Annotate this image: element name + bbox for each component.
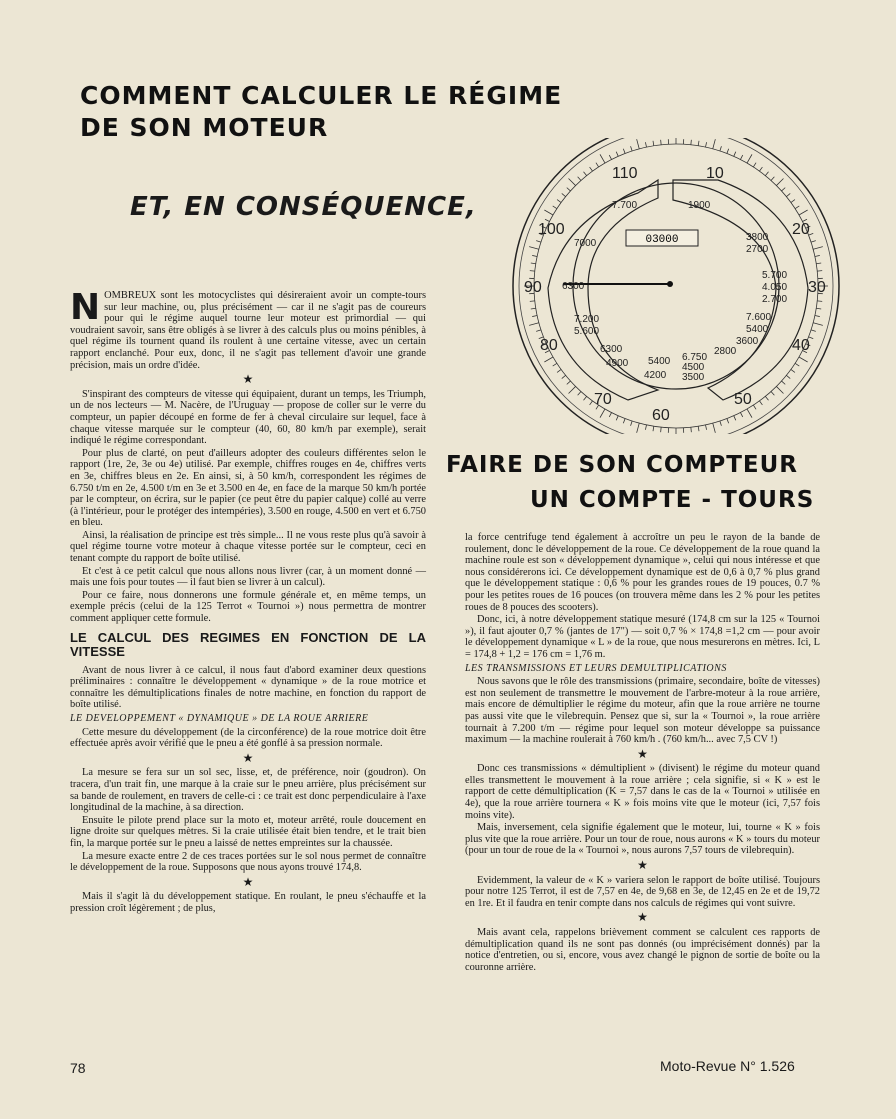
gauge-tick — [713, 423, 716, 433]
gauge-tick — [691, 140, 692, 145]
odometer-counter: 03000 — [645, 234, 679, 246]
speed-label: 20 — [792, 221, 810, 238]
gauge-tick — [529, 323, 539, 326]
gauge-tick — [623, 419, 625, 424]
speedometer-gauge — [508, 138, 844, 434]
gauge-tick — [583, 396, 586, 400]
speed-label: 70 — [594, 391, 612, 408]
rpm-label: 4200 — [644, 370, 667, 381]
gauge-tick — [759, 167, 762, 171]
rpm-label: 4500 — [682, 362, 705, 373]
gauge-tick — [706, 142, 707, 147]
star-separator: ★ — [242, 874, 254, 889]
speed-label: 50 — [734, 391, 752, 408]
gauge-tick — [799, 357, 808, 362]
gauge-tick — [530, 301, 535, 302]
gauge-tick — [531, 308, 536, 309]
paragraph: La mesure exacte entre 2 de ces traces portées sur le sol nous permet de connaître le développement de la roue. Supposons que nous ayons trouvé 174,8. — [70, 850, 426, 874]
article-title-line2: DE SON MOTEUR — [80, 113, 329, 142]
gauge-tick — [661, 427, 662, 432]
gauge-tick — [637, 139, 640, 149]
gauge-tick — [698, 426, 699, 431]
gauge-tick — [791, 200, 795, 203]
paragraph: Evidemment, la valeur de « K » variera selon le rapport de boîte utilisé. Toujours pour notre 125 Terrot, il est de 7,57 en 4e, de 9,68 en 3e, de 12,45 en 2e et de 19,72 en 1re. Et il faudra en tenir compte dans nos calculs de régimes qui vont suivre. — [465, 874, 820, 909]
gauge-tick — [747, 154, 752, 163]
speed-label: 110 — [612, 165, 638, 182]
gauge-tick — [536, 330, 541, 332]
gauge-tick — [532, 255, 537, 256]
gauge-tick — [776, 179, 783, 186]
gauge-tick — [771, 392, 774, 396]
gauge-tick — [786, 193, 790, 196]
star-separator: ★ — [242, 372, 254, 387]
gauge-tick — [562, 375, 566, 378]
speed-label: 40 — [792, 337, 810, 354]
gauge-tick — [795, 206, 799, 209]
gauge-tick — [590, 401, 593, 405]
gauge-tick — [765, 172, 768, 176]
speed-label: 80 — [540, 337, 558, 354]
rpm-label: 7000 — [574, 238, 597, 249]
paragraph: Mais il s'agit là du développement statique. En roulant, le pneu s'échauffe et la pression croît légèrement ; de plus, — [70, 891, 426, 914]
gauge-tick — [817, 271, 822, 272]
gauge-tick — [753, 163, 756, 167]
gauge-tick — [816, 308, 821, 309]
article-subtitle: ET, EN CONSÉQUENCE, — [130, 192, 477, 222]
gauge-tick — [616, 416, 618, 421]
star-separator: ★ — [637, 858, 648, 873]
gauge-tick — [782, 188, 786, 191]
rpm-label: 2.700 — [762, 294, 788, 305]
left-column — [70, 287, 426, 916]
gauge-tick — [544, 210, 553, 215]
rpm-label: 2700 — [746, 244, 769, 255]
gauge-tick — [776, 386, 783, 393]
star-separator: ★ — [637, 746, 648, 761]
rpm-label: 5.600 — [574, 326, 600, 337]
section-heading: LE CALCUL DES REGIMES EN FONCTION DE LA VITESSE — [70, 629, 426, 659]
gauge-tick — [590, 167, 593, 171]
paragraph: Avant de nous livrer à ce calcul, il nous faut d'abord examiner deux questions préliminaires : connaître le développement « dynamique » de la roue motrice et connaître les démultiplications finales de notre machine, en fonction du rapport de boîte utilisé. — [70, 664, 426, 711]
rpm-label: 6.750 — [682, 352, 708, 363]
gauge-tick — [720, 146, 722, 151]
rpm-label: 3800 — [746, 232, 769, 243]
paragraph: Nous savons que le rôle des transmissions (primaire, secondaire, boîte de vitesses) est non seulement de transmettre le mouvement de l'arbre-moteur à la roue arrière, mais encore de démultiplier le régime du moteur, afin que la roue arrière ne tourne pas aussi vite que le vilebrequin. Pensez que si, sur la « Tournoi », la roue arrière tournait à 7.200 t/m — régime pour lequel son moteur développe sa puissance maximum — la machine roulerait à 760 km/h . (760 km/h... avec 7,5 CV !) — [465, 676, 820, 746]
gauge-tick — [553, 363, 557, 366]
paragraph: Donc, ici, à notre développement statique mesuré (174,8 cm sur la 125 « Tournoi »), il faut ajouter 0,7 % (jantes de 17") — soit 0,7 % × 174,8 =1,2 cm — pour avoir le développement dynamique « L » de la roue, que nous mesurerons en mètres. Ici, L = 174,8 + 1,2 = 176 cm = 1,76 m. — [465, 614, 820, 660]
gauge-tick — [562, 193, 566, 196]
gauge-tick — [811, 241, 816, 243]
article-title-line1: COMMENT CALCULER LE RÉGIME — [80, 81, 563, 110]
gauge-tick — [713, 139, 716, 149]
drop-cap: N — [70, 287, 101, 328]
gauge-tick — [753, 405, 756, 409]
gauge-tick — [786, 375, 790, 378]
star-separator: ★ — [637, 910, 648, 925]
gauge-tick — [740, 155, 742, 159]
gauge-tick — [706, 425, 707, 430]
gauge-tick — [791, 369, 795, 372]
gauge-tick — [795, 363, 799, 366]
paragraph: Ensuite le pilote prend place sur la moto et, moteur arrêté, roule doucement en ligne droite sur quelques mètres. Si la craie utilisée était bien tendre, et le trait bien fin, la marque portée sur le pneu a laissé de nettes empreintes sur la chaussée. — [70, 814, 426, 849]
gauge-tick — [799, 210, 808, 215]
gauge-tick — [645, 142, 646, 147]
speed-label: 100 — [538, 221, 565, 238]
rpm-label: 4.050 — [762, 282, 788, 293]
subsection-heading: LE DEVELOPPEMENT « DYNAMIQUE » DE LA ROUE ARRIERE — [70, 713, 369, 724]
gauge-tick — [532, 316, 537, 317]
magazine-footer: Moto-Revue N° 1.526 — [660, 1058, 795, 1074]
gauge-tick — [609, 155, 611, 159]
rpm-label: 6300 — [562, 281, 585, 292]
rpm-label: 3500 — [682, 372, 705, 383]
paragraph: La mesure se fera sur un sol sec, lisse, et, de préférence, noir (goudron). On tracera, d'un trait fin, une marque à la craie sur le pneu arrière, plus précisément sur sa bande de roulement, en travers de celle-ci : ce trait est donc perpendiculaire à l'axe longitudinal de la machine, à sa direction. — [70, 767, 426, 814]
gauge-tick — [691, 427, 692, 432]
right-column — [465, 532, 820, 974]
gauge-tick — [782, 381, 786, 384]
page-number: 78 — [70, 1060, 86, 1076]
gauge-tick — [815, 316, 820, 317]
paragraph: Mais avant cela, rappelons brièvement comment se calculent ces rapports de démultiplication quand ils ne sont pas donnés (ou imprécisément donnés) par la notice d'entretien, ou si, encore, vous avez changé le pignon de sortie de boîte ou la couronne arrière. — [465, 927, 820, 973]
gauge-tick — [759, 401, 762, 405]
paragraph: Donc ces transmissions « démultiplient » (divisent) le régime du moteur quand elles transmettent le mouvement à la roue arrière ; cela signifie, si « K » est le rapport de cette démultiplication (K = 7,57 dans le cas de la « Tournoi » utilisée en 4e), que la roue arrière tournera « K » fois moins vite que le moteur (ici, 7,57 fois moins vite). — [465, 763, 820, 821]
gauge-tick — [583, 172, 586, 176]
gauge-tick — [637, 423, 640, 433]
speed-label: 30 — [808, 279, 826, 296]
speed-label: 90 — [524, 279, 542, 296]
gauge-tick — [765, 396, 768, 400]
gauge-tick — [530, 271, 535, 272]
gauge-tick — [600, 154, 605, 163]
rpm-label: 5400 — [746, 324, 769, 335]
star-separator: ★ — [242, 750, 254, 765]
gauge-tick — [698, 141, 699, 146]
section-title-line1: FAIRE DE SON COMPTEUR — [446, 452, 799, 478]
rpm-label: 3600 — [736, 336, 759, 347]
gauge-tick — [727, 149, 729, 154]
rpm-label: 7.600 — [746, 312, 772, 323]
paragraph: Mais, inversement, cela signifie également que le moteur, lui, tourne « K » fois plus vite que la roue arrière. Pour un tour de roue, nous aurons « K » tours du moteur (pour un tour de roue de la « Tournoi », nous aurons 7,57 tours de vilebrequin). — [465, 822, 820, 857]
gauge-tick — [816, 263, 821, 264]
gauge-tick — [734, 416, 736, 421]
gauge-tick — [536, 241, 541, 243]
rpm-label: 1900 — [688, 200, 711, 211]
gauge-tick — [813, 323, 823, 326]
gauge-tick — [529, 247, 539, 250]
paragraph: Et c'est à ce petit calcul que nous allons nous livrer (car, à un moment donné — mais une fois pour toutes — il faut bien se livrer à un calcul). — [70, 565, 426, 589]
paragraph: S'inspirant des compteurs de vitesse qui équipaient, durant un temps, les Triumph, un de nos lecteurs — M. Nacère, de l'Uruguay — propose de coller sur le verre du compteur, un papier découpé en forme de fer à cheval circulaire sur lequel, face à chaque vitesse marquée sur le compteur (40, 60, 80 km/h par exemple), serait indiqué le régime correspondant. — [70, 388, 426, 447]
gauge-tick — [557, 369, 561, 372]
paragraph: Pour plus de clarté, on peut d'ailleurs adopter des couleurs différentes selon le rapport (1re, 2e, 3e ou 4e) utilisé. Par exemple, chiffres rouges en 4e, chiffres verts en 3e, chiffres bleus en 2e. En ainsi, si, à 50 km/h, correspondent les régimes de 6.750 t/m en 2e, 4.500 t/m en 3e et 3.500 en 4e, en face de la marque 50 km/h portée par le compteur, on écrira, sur le papier (ce peut être du papier calque) collé au verre (à l'intérieur, pour le protéger des intempéries), 3.500 en rouge, 4.500 en vert et 6.750 en bleu. — [70, 447, 426, 529]
gauge-tick — [623, 149, 625, 154]
intro-paragraph: OMBREUX sont les motocyclistes qui désireraient avoir un compte-tours sur leur machine, ou, plus précisément — car il ne s'agit pas de coureurs pour qui le régime auquel tourne leur moteur est primordial — qui voudraient savoir, sans être obligés à se livrer à des calculs plus ou moins pénibles, à quel régime ils tournent quand ils roulent à une certaine vitesse, avec un certain rapport enclanché. Pour eux, donc, il ne s'agit pas tellement d'avoir une grande précision, mais un ordre d'idée. — [70, 290, 426, 371]
gauge-tick — [531, 263, 536, 264]
gauge-tick — [727, 419, 729, 424]
gauge-tick — [740, 413, 742, 417]
paragraph: la force centrifuge tend également à accroître un peu le rayon de la bande de roulement, donc le développement de la roue. Ce développement de la roue quand la machine roule est son « développement dynamique », celui qui nous intéresse et que nous considérerons ici. Ce développement dynamique est de 0,6 à 0,7 % plus grand que le développement statique : 0,6 % pour les grandes roues de 19 pouces, 0.7 % pour les petites roues de 16 pouces (on trouvera même dans les 2 % pour les petites roues de 8 pouces des scooters). — [465, 532, 820, 613]
rpm-label: 7.200 — [574, 314, 600, 325]
gauge-tick — [645, 425, 646, 430]
gauge-tick — [616, 152, 618, 157]
gauge-tick — [553, 206, 557, 209]
gauge-tick — [596, 163, 599, 167]
gauge-tick — [578, 392, 581, 396]
rpm-label: 5400 — [648, 356, 671, 367]
gauge-tick — [569, 179, 576, 186]
gauge-tick — [609, 413, 611, 417]
gauge-tick — [817, 301, 822, 302]
gauge-tick — [734, 152, 736, 157]
gauge-tick — [653, 141, 654, 146]
gauge-tick — [544, 357, 553, 362]
paragraph: Cette mesure du développement (de la circonférence) de la roue motrice doit être effectuée après avoir vérifié que le pneu a été gonflé à sa pression normale. — [70, 726, 426, 750]
rpm-label: 6300 — [600, 344, 623, 355]
gauge-tick — [815, 255, 820, 256]
rpm-label: 2800 — [714, 346, 737, 357]
rpm-label: 4900 — [606, 358, 629, 369]
subsection-heading: LES TRANSMISSIONS ET LEURS DEMULTIPLICATIONS — [465, 662, 727, 674]
gauge-tick — [813, 247, 823, 250]
speed-label: 10 — [706, 165, 724, 182]
gauge-tick — [653, 426, 654, 431]
section-title-line2: UN COMPTE - TOURS — [530, 487, 815, 513]
gauge-tick — [578, 177, 581, 181]
gauge-tick — [747, 409, 752, 418]
speed-label: 60 — [652, 407, 670, 424]
gauge-tick — [567, 381, 571, 384]
gauge-tick — [720, 421, 722, 426]
gauge-tick — [567, 188, 571, 191]
rpm-label: 5.700 — [762, 270, 788, 281]
paragraph: Ainsi, la réalisation de principe est très simple... Il ne vous reste plus qu'à savoir à quel régime tourne votre moteur à chaque vitesse portée sur le compteur, ceci en tenant compte du rapport de boîte utilisé. — [70, 529, 426, 565]
paragraph: Pour ce faire, nous donnerons une formule générale et, en même temps, un exemple précis (celui de la 125 Terrot « Tournoi ») nous permettra de montrer comment appliquer cette formule. — [70, 589, 426, 625]
gauge-tick — [569, 386, 576, 393]
gauge-tick — [631, 146, 633, 151]
gauge-tick — [811, 330, 816, 332]
gauge-tick — [631, 421, 633, 426]
gauge-tick — [600, 409, 605, 418]
gauge-tick — [661, 140, 662, 145]
gauge-tick — [557, 200, 561, 203]
rpm-label: 7.700 — [612, 200, 638, 211]
gauge-tick — [771, 177, 774, 181]
